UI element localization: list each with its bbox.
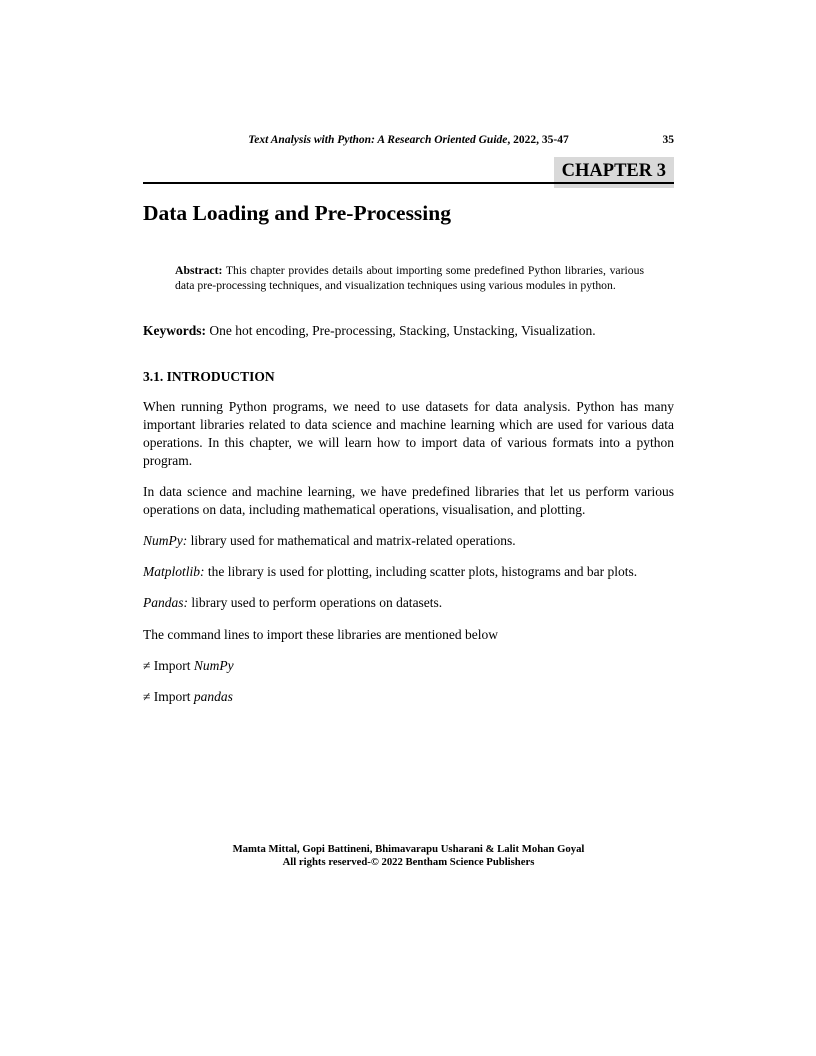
abstract (175, 264, 644, 293)
library-name: Pandas: (143, 595, 188, 611)
abstract-label: Abstract: (175, 264, 223, 277)
library-name: Matplotlib: (143, 564, 205, 580)
import-line-numpy (143, 657, 674, 675)
running-header-title (248, 134, 568, 146)
chapter-label: CHAPTER 3 (554, 157, 674, 188)
running-header (143, 133, 674, 147)
import-lib: NumPy (193, 658, 234, 674)
page-title: Data Loading and Pre-Processing (143, 201, 451, 225)
command-intro: The command lines to import these libraries are mentioned below (143, 627, 499, 643)
library-name: NumPy: (143, 533, 188, 549)
import-lib: pandas (193, 689, 233, 705)
library-item-matplotlib (143, 563, 674, 581)
keywords-text: One hot encoding, Pre-processing, Stacking, Unstacking, Visualization. (206, 323, 596, 339)
library-desc: library used for mathematical and matrix-related operations. (187, 533, 516, 549)
chapter-banner (143, 157, 674, 188)
section-heading: 3.1. INTRODUCTION (143, 369, 275, 385)
library-item-numpy (143, 532, 674, 550)
chapter-rule (143, 182, 674, 185)
keywords-label: Keywords: (143, 323, 206, 339)
import-prefix: Import (150, 658, 194, 674)
not-equal-symbol: ≠ (143, 658, 151, 674)
page-content (143, 133, 674, 706)
import-prefix: Import (150, 689, 194, 705)
page-number: 35 (662, 134, 674, 146)
not-equal-symbol: ≠ (143, 689, 151, 705)
paragraph-intro-2: In data science and machine learning, we have predefined libraries that let us perform various operations on data, including mathematical operations, visualisation, and plotting. (143, 484, 674, 518)
keywords (143, 322, 674, 340)
library-desc: the library is used for plotting, including scatter plots, histograms and bar plots. (204, 564, 638, 580)
footer-rights: All rights reserved-© 2022 Bentham Science Publishers (282, 855, 535, 868)
page-footer (143, 843, 674, 868)
book-title: Text Analysis with Python: A Research Oriented Guide (248, 134, 508, 146)
paragraph-intro-1: When running Python programs, we need to use datasets for data analysis. Python has many important libraries related to data science and machine learning which are used for various data operations. In this chapter, we will learn how to import data of various formats into a python program. (143, 399, 674, 469)
library-desc: library used to perform operations on datasets. (188, 595, 443, 611)
abstract-text: This chapter provides details about importing some predefined Python libraries, various data pre-processing techniques, and visualization techniques using various modules in python. (175, 264, 644, 292)
footer-authors: Mamta Mittal, Gopi Battineni, Bhimavarapu Usharani & Lalit Mohan Goyal (232, 843, 585, 855)
library-item-pandas (143, 594, 674, 612)
import-line-pandas (143, 688, 674, 706)
running-header-suffix: , 2022, 35-47 (507, 134, 569, 146)
